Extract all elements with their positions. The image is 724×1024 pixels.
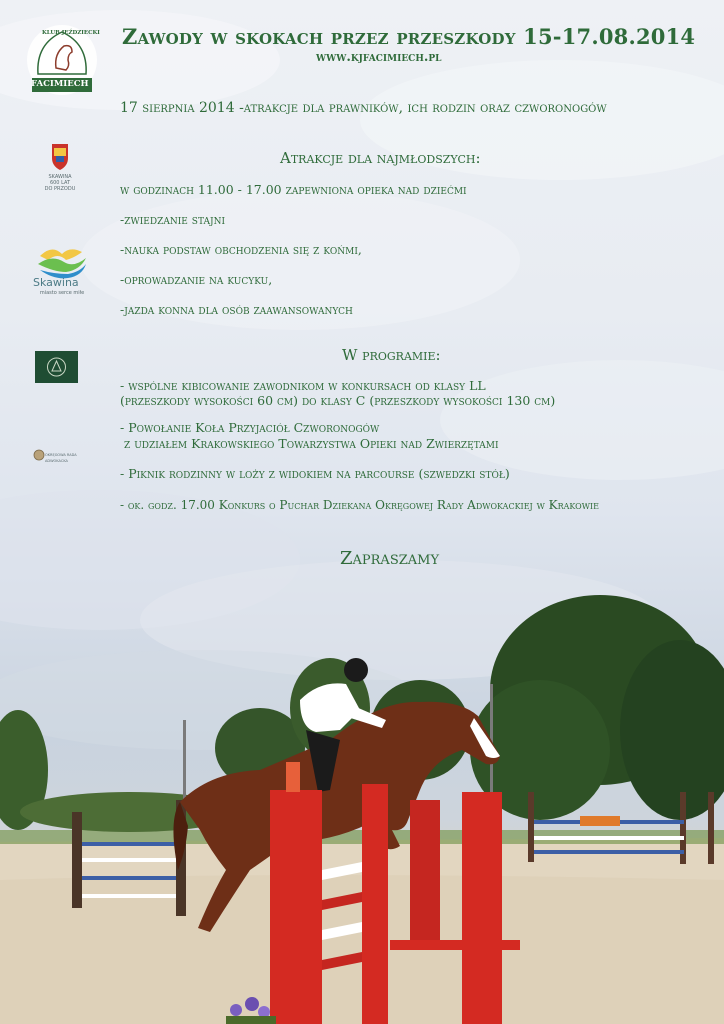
crest-caption-3: DO PRZODU	[44, 186, 76, 192]
program-item-2-line-2: z udziałem Krakowskiego Towarzystwa Opieki nad Zwierzętami	[124, 436, 499, 451]
show-jumping-photo	[0, 580, 724, 1024]
kids-item: -jazda konna dla osób zaawansowanych	[120, 302, 353, 317]
program-item-4: - ok. godz. 17.00 Konkurs o Puchar Dziekana Okręgowej Rady Adwokackiej w Krakowie	[120, 498, 599, 512]
klub-logo-top-text: KLUB JEŹDZIECKI	[42, 30, 100, 36]
small-logo-text: OKRĘGOWA RADA ADWOKACKA	[45, 453, 77, 463]
crest-caption-2: 600 LAT	[49, 180, 71, 186]
crest-caption-1: SKAWINA	[48, 174, 72, 180]
green-square-logo	[35, 351, 78, 383]
skawina-logo-name: Skawina	[33, 276, 79, 289]
program-item-1-line-1: - wspólne kibicowanie zawodnikom w konkursach od klasy LL	[120, 378, 486, 393]
program-item-1-line-2: (przeszkody wysokości 60 cm) do klasy C (przeszkody wysokości 130 cm)	[120, 393, 556, 408]
kids-item: -oprowadzanie na kucyku,	[120, 272, 273, 287]
website-url[interactable]: www.kjfacimiech.pl	[316, 50, 442, 65]
program-item-3: - Piknik rodzinny w loży z widokiem na parcourse (szwedzki stół)	[120, 466, 510, 481]
kids-item: -zwiedzanie stajni	[120, 212, 226, 227]
skawina-logo-tagline: miasto serce miłe	[39, 290, 85, 296]
kids-item: -nauka podstaw obchodzenia się z końmi,	[120, 242, 362, 257]
kids-section-heading: Atrakcje dla najmłodszych:	[280, 149, 481, 167]
invite-text: Zapraszamy	[340, 548, 440, 569]
event-title: Zawody w skokach przez przeszkody 15-17.08.2014	[122, 24, 696, 49]
program-item-2-line-1: - Powołanie Koła Przyjaciół Czworonogów	[120, 420, 380, 435]
kids-item: w godzinach 11.00 - 17.00 zapewniona opieka nad dziećmi	[120, 182, 467, 197]
klub-logo-bottom-text: FACIMIECH	[31, 79, 89, 89]
date-line: 17 sierpnia 2014 -atrakcje dla prawników, ich rodzin oraz czworonogów	[120, 100, 607, 116]
small-round-logo	[33, 449, 95, 461]
program-section-heading: W programie:	[342, 346, 441, 364]
